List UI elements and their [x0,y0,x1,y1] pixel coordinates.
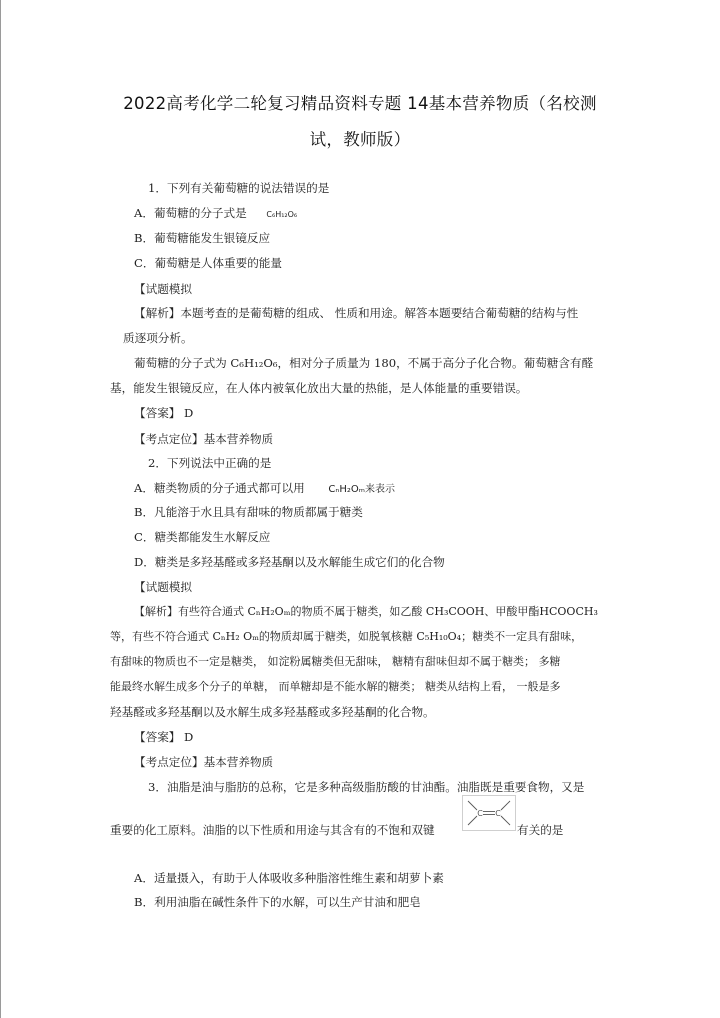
document-title-line2: 试，教师版） [309,130,411,149]
q1-option-a-formula: C₆H₁₂O₆ [266,210,298,219]
q2-analysis-line3: 有甜味的物质也不一定是糖类， 如淀粉属糖类但无甜味， 糖精有甜味但却不属于糖类； 多糖 [110,655,561,668]
q1-answer: 【答案】 D [134,406,194,420]
q3-option-b: B．利用油脂在碱性条件下的水解，可以生产甘油和肥皂 [134,895,421,909]
q1-analysis-line2: 质逐项分析。 [123,331,193,345]
q1-analysis-line1: 【解析】本题考查的是葡萄糖的组成、 性质和用途。解答本题要结合葡萄糖的结构与性 [134,306,579,320]
q2-analysis-line4: 能最终水解生成多个分子的单糖， 而单糖却是不能水解的糖类； 糖类从结构上看， 一般是多 [110,680,561,693]
q3-stem-line2-end: 有关的是 [517,823,564,837]
q3-stem-line1: 3．油脂是油与脂肪的总称，它是多种高级脂肪酸的甘油酯。油脂既是重要食物，又是 [148,780,585,794]
q1-option-c: C．葡萄糖是人体重要的能量 [134,256,282,270]
bond-line [468,816,477,825]
bond-line [468,801,477,810]
double-bond-frame [463,796,516,831]
q2-source: 【试题模拟 [134,580,192,594]
q2-knowledge-point: 【考点定位】基本营养物质 [134,755,274,769]
q1-option-a-text: A．葡萄糖的分子式是 [134,206,247,220]
carbon-atom-right: C [495,809,501,818]
q1-source: 【试题模拟 [134,282,192,296]
document-title-line1: 2022高考化学二轮复习精品资料专题 14基本营养物质（名校测 [123,94,597,113]
q1-option-a [134,206,297,222]
q1-option-b: B．葡萄糖能发生银镜反应 [134,231,271,245]
q2-option-c: C．糖类都能发生水解反应 [134,530,271,544]
q1-stem: 1．下列有关葡萄糖的说法错误的是 [148,181,330,195]
q1-knowledge-point: 【考点定位】基本营养物质 [134,432,274,446]
q2-analysis-line2: 等，有些不符合通式 CₙH₂ Oₘ的物质却属于糖类，如脱氧核糖 C₅H₁₀O₄；糖类不一定具有甜味， [110,630,583,643]
q2-option-a [134,481,395,497]
q2-option-a-formula: CₙH₂Oₘ来表示 [328,484,395,495]
bond-line [501,816,510,825]
q3-option-a: A．适量摄入，有助于人体吸收多种脂溶性维生素和胡萝卜素 [134,871,444,885]
q1-analysis-line4: 基，能发生银镜反应，在人体内被氧化放出大量的热能，是人体能量的重要错误。 [110,381,528,395]
q2-answer: 【答案】 D [134,730,194,744]
carbon-atom-left: C [477,809,483,818]
q2-analysis-line1: 【解析】有些符合通式 CₙH₂Oₘ的物质不属于糖类，如乙酸 CH₃COOH、甲酸甲酯HCOOCH₃ [134,605,598,618]
q2-analysis-line5: 羟基醛或多羟基酮以及水解生成多羟基醛或多羟基酮的化合物。 [110,705,435,719]
page-border [0,0,1,1018]
q2-option-d: D．糖类是多羟基醛或多羟基酮以及水解能生成它们的化合物 [134,555,445,569]
q3-stem-line2: 重要的化工原料。油脂的以下性质和用途与其含有的不饱和双键 [110,823,435,837]
q2-option-b: B．凡能溶于水且具有甜味的物质都属于糖类 [134,505,363,519]
q2-stem: 2．下列说法中正确的是 [148,456,272,470]
double-bond-structure [462,795,516,831]
bond-line [501,801,510,810]
q2-option-a-text: A．糖类物质的分子通式都可以用 [134,481,305,495]
q1-analysis-line3: 葡萄糖的分子式为 C₆H₁₂O₆，相对分子质量为 180，不属于高分子化合物。葡萄糖含有醛 [134,356,594,370]
